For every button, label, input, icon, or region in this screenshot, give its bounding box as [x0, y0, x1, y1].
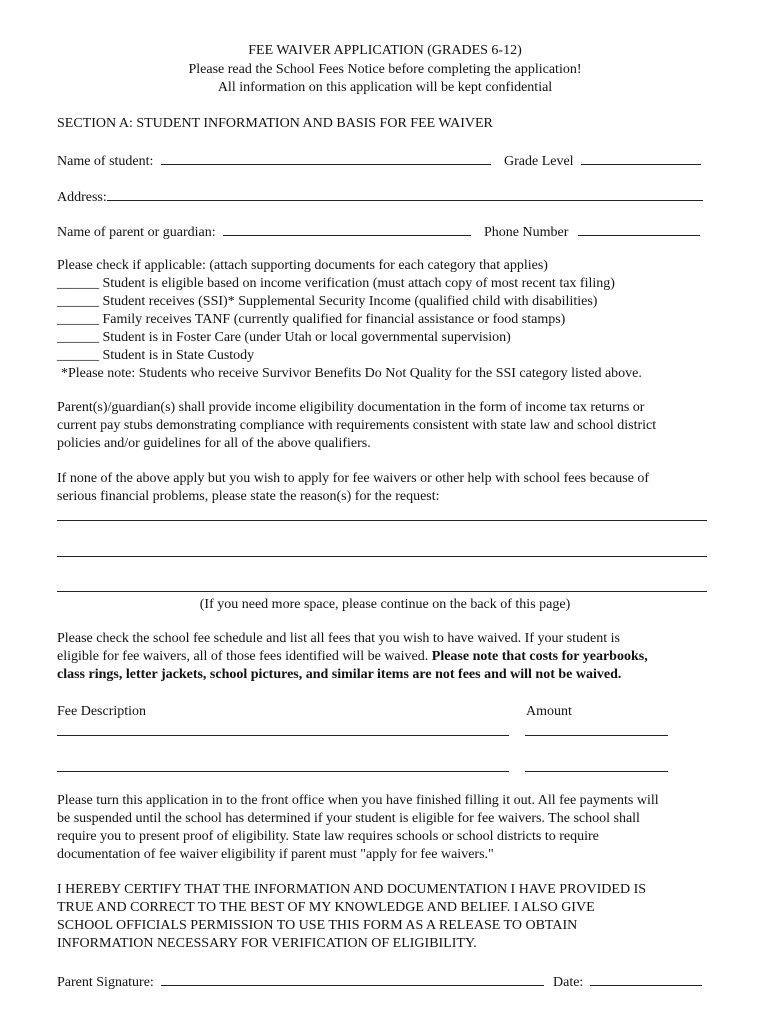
- phone-row: [484, 221, 700, 242]
- form-title: FEE WAIVER APPLICATION (GRADES 6-12): [248, 43, 522, 58]
- checklist-item: ______ Student is eligible based on income verification (must attach copy of most recent tax filing): [57, 276, 615, 291]
- fee-amount-line[interactable]: [525, 735, 668, 736]
- date-label: Date:: [553, 975, 584, 990]
- fee-amount-line[interactable]: [525, 771, 668, 772]
- more-space-note: (If you need more space, please continue on the back of this page): [199, 597, 571, 612]
- section-a-heading: SECTION A: STUDENT INFORMATION AND BASIS FOR FEE WAIVER: [57, 116, 493, 131]
- phone-field[interactable]: [578, 221, 700, 236]
- turn-in-paragraph: Please turn this application in to the front office when you have finished filling it out. All fee payments will be suspended until the school has determined if your student is eligible for fee waivers. The school shall require you to present proof of eligibility. State law requires schools or school districts to require documentation of fee waiver eligibility if parent must "apply for fee waivers.": [57, 793, 659, 862]
- checklist-item: ______ Student receives (SSI)* Supplemental Security Income (qualified child with disabilities): [57, 294, 598, 309]
- confidential-note: All information on this application will be kept confidential: [217, 80, 553, 95]
- ssi-note: *Please note: Students who receive Survivor Benefits Do Not Quality for the SSI category listed above.: [61, 366, 642, 381]
- fee-description-header: Fee Description: [57, 704, 147, 719]
- grade-level-field[interactable]: [581, 150, 701, 165]
- fee-description-line[interactable]: [57, 735, 509, 736]
- checkbox-blank[interactable]: ______: [57, 330, 99, 345]
- checklist-item: ______ Student is in Foster Care (under Utah or local governmental supervision): [57, 330, 511, 345]
- grade-level-label: Grade Level: [504, 154, 574, 169]
- checklist-intro: Please check if applicable: (attach supporting documents for each category that applies): [57, 258, 548, 273]
- grade-level-row: [504, 150, 701, 171]
- address-row: [57, 186, 703, 207]
- phone-label: Phone Number: [484, 225, 569, 240]
- eligibility-checklist: [57, 257, 712, 383]
- date-row: [553, 971, 702, 992]
- form-subtitle: Please read the School Fees Notice before completing the application!: [188, 62, 582, 77]
- checklist-item: ______ Family receives TANF (currently qualified for financial assistance or food stamps): [57, 312, 566, 327]
- amount-header: Amount: [526, 704, 572, 719]
- parent-signature-field[interactable]: [161, 971, 544, 986]
- reason-line[interactable]: [57, 591, 707, 592]
- checkbox-blank[interactable]: ______: [57, 348, 99, 363]
- checkbox-blank[interactable]: ______: [57, 276, 99, 291]
- checklist-item: ______ Student is in State Custody: [57, 348, 255, 363]
- checkbox-blank[interactable]: ______: [57, 294, 99, 309]
- address-label: Address:: [57, 190, 107, 205]
- date-field[interactable]: [590, 971, 702, 986]
- reason-line[interactable]: [57, 520, 707, 521]
- parent-signature-label: Parent Signature:: [57, 975, 154, 990]
- reason-line[interactable]: [57, 556, 707, 557]
- fee-schedule-paragraph: Please check the school fee schedule and list all fees that you wish to have waived. If your student is eligible for fee waivers, all of those fees identified will be waived. Please note that costs for yearbooks, class rings, letter jackets, school pictures, and similar items are not fees and will not be waived.: [57, 631, 648, 682]
- certification-paragraph: I HEREBY CERTIFY THAT THE INFORMATION AND DOCUMENTATION I HAVE PROVIDED IS TRUE AND CORRECT TO THE BEST OF MY KNOWLEDGE AND BELIEF. I ALSO GIVE SCHOOL OFFICIALS PERMISSION TO USE THIS FORM AS A RELEASE TO OBTAIN INFORMATION NECESSARY FOR VERIFICATION OF ELIGIBILITY.: [57, 882, 647, 951]
- student-name-row: [57, 150, 491, 171]
- hardship-paragraph: If none of the above apply but you wish to apply for fee waivers or other help with school fees because of serious financial problems, please state the reason(s) for the request:: [57, 471, 650, 504]
- parent-name-field[interactable]: [223, 221, 471, 236]
- student-name-label: Name of student:: [57, 154, 154, 169]
- fee-description-line[interactable]: [57, 771, 509, 772]
- student-name-field[interactable]: [161, 150, 491, 165]
- parent-name-row: [57, 221, 471, 242]
- checkbox-blank[interactable]: ______: [57, 312, 99, 327]
- income-documentation-paragraph: Parent(s)/guardian(s) shall provide income eligibility documentation in the form of income tax returns or current pay stubs demonstrating compliance with requirements consistent with state law and school district policies and/or guidelines for all of the above qualifiers.: [57, 400, 657, 451]
- parent-signature-row: [57, 971, 544, 992]
- address-field[interactable]: [107, 186, 703, 201]
- parent-name-label: Name of parent or guardian:: [57, 225, 216, 240]
